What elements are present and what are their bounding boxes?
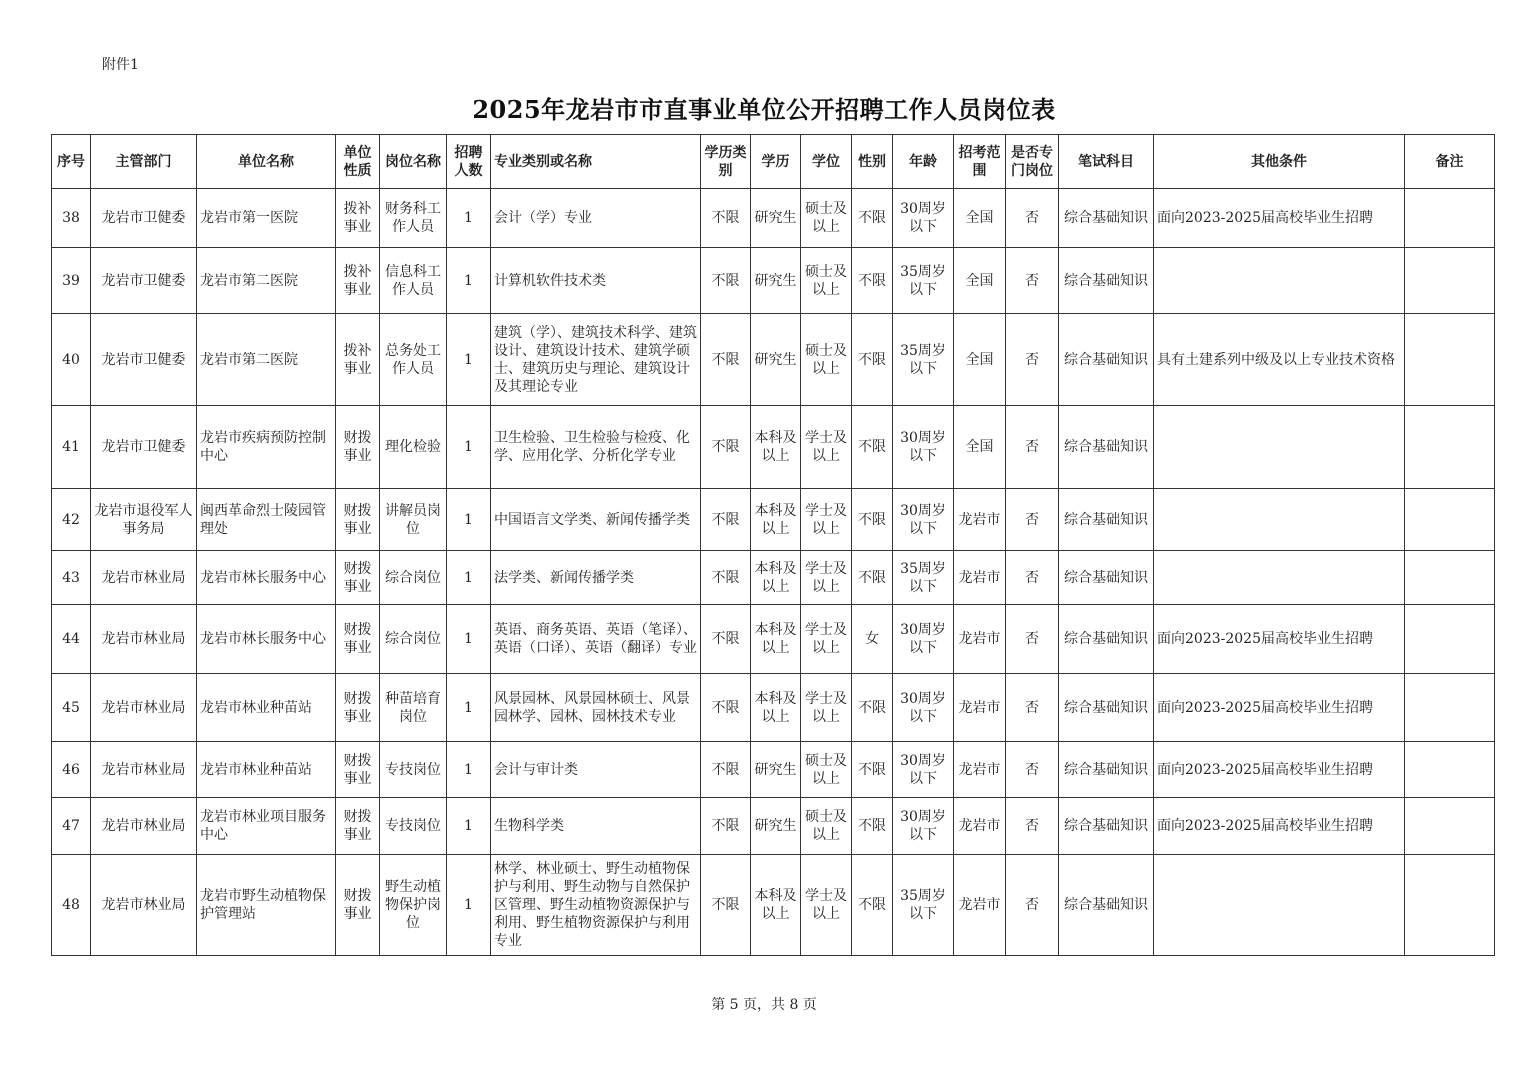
cell-unit-type: 财拨事业 [336, 798, 380, 855]
cell-scope: 全国 [954, 189, 1006, 248]
cell-other-conditions: 面向2023-2025届高校毕业生招聘 [1154, 742, 1405, 798]
cell-education: 研究生 [751, 248, 801, 314]
cell-remarks [1405, 674, 1495, 742]
cell-department: 龙岩市林业局 [91, 674, 197, 742]
cell-index: 39 [52, 248, 91, 314]
table-row [52, 742, 1495, 798]
cell-major: 中国语言文学类、新闻传播学类 [491, 489, 701, 551]
cell-edu-category: 不限 [701, 551, 751, 605]
attachment-label: 附件1 [102, 57, 139, 73]
cell-index: 42 [52, 489, 91, 551]
cell-department: 龙岩市林业局 [91, 798, 197, 855]
cell-scope: 龙岩市 [954, 855, 1006, 956]
cell-remarks [1405, 248, 1495, 314]
cell-exam-subject: 综合基础知识 [1059, 489, 1154, 551]
cell-unit-name: 龙岩市第二医院 [197, 314, 336, 406]
cell-unit-type: 财拨事业 [336, 406, 380, 489]
cell-department: 龙岩市林业局 [91, 855, 197, 956]
cell-special-post: 否 [1006, 798, 1059, 855]
cell-major: 会计与审计类 [491, 742, 701, 798]
cell-headcount: 1 [447, 406, 491, 489]
cell-exam-subject: 综合基础知识 [1059, 855, 1154, 956]
cell-major: 会计（学）专业 [491, 189, 701, 248]
cell-degree: 硕士及以上 [801, 742, 852, 798]
cell-unit-type: 拨补事业 [336, 314, 380, 406]
cell-gender: 不限 [852, 248, 893, 314]
cell-exam-subject: 综合基础知识 [1059, 189, 1154, 248]
cell-index: 46 [52, 742, 91, 798]
cell-unit-name: 龙岩市野生动植物保护管理站 [197, 855, 336, 956]
header-cell: 单位性质 [336, 135, 380, 189]
cell-remarks [1405, 742, 1495, 798]
header-cell: 备注 [1405, 135, 1495, 189]
cell-remarks [1405, 605, 1495, 674]
cell-exam-subject: 综合基础知识 [1059, 551, 1154, 605]
cell-degree: 学士及以上 [801, 551, 852, 605]
header-cell: 专业类别或名称 [491, 135, 701, 189]
cell-unit-type: 财拨事业 [336, 605, 380, 674]
cell-age: 30周岁以下 [893, 798, 954, 855]
cell-education: 研究生 [751, 742, 801, 798]
cell-scope: 龙岩市 [954, 605, 1006, 674]
header-cell: 学历 [751, 135, 801, 189]
cell-unit-type: 拨补事业 [336, 189, 380, 248]
cell-gender: 不限 [852, 855, 893, 956]
cell-headcount: 1 [447, 489, 491, 551]
cell-education: 本科及以上 [751, 406, 801, 489]
header-cell: 主管部门 [91, 135, 197, 189]
cell-gender: 不限 [852, 189, 893, 248]
cell-unit-name: 龙岩市林长服务中心 [197, 551, 336, 605]
cell-exam-subject: 综合基础知识 [1059, 314, 1154, 406]
cell-scope: 全国 [954, 406, 1006, 489]
cell-edu-category: 不限 [701, 248, 751, 314]
cell-scope: 龙岩市 [954, 798, 1006, 855]
cell-scope: 龙岩市 [954, 489, 1006, 551]
cell-headcount: 1 [447, 605, 491, 674]
cell-major: 生物科学类 [491, 798, 701, 855]
cell-special-post: 否 [1006, 189, 1059, 248]
cell-position: 讲解员岗位 [380, 489, 447, 551]
cell-other-conditions: 面向2023-2025届高校毕业生招聘 [1154, 189, 1405, 248]
cell-department: 龙岩市卫健委 [91, 248, 197, 314]
cell-special-post: 否 [1006, 314, 1059, 406]
cell-edu-category: 不限 [701, 742, 751, 798]
cell-gender: 不限 [852, 674, 893, 742]
cell-edu-category: 不限 [701, 314, 751, 406]
header-cell: 学位 [801, 135, 852, 189]
cell-education: 本科及以上 [751, 489, 801, 551]
cell-major: 计算机软件技术类 [491, 248, 701, 314]
cell-position: 综合岗位 [380, 551, 447, 605]
cell-index: 44 [52, 605, 91, 674]
cell-department: 龙岩市卫健委 [91, 189, 197, 248]
cell-major: 卫生检验、卫生检验与检疫、化学、应用化学、分析化学专业 [491, 406, 701, 489]
cell-index: 47 [52, 798, 91, 855]
cell-degree: 学士及以上 [801, 406, 852, 489]
cell-department: 龙岩市卫健委 [91, 314, 197, 406]
table-row [52, 189, 1495, 248]
header-cell: 单位名称 [197, 135, 336, 189]
cell-age: 30周岁以下 [893, 489, 954, 551]
cell-index: 45 [52, 674, 91, 742]
cell-headcount: 1 [447, 674, 491, 742]
cell-headcount: 1 [447, 855, 491, 956]
cell-exam-subject: 综合基础知识 [1059, 248, 1154, 314]
cell-gender: 不限 [852, 489, 893, 551]
cell-department: 龙岩市林业局 [91, 551, 197, 605]
cell-position: 野生动植物保护岗位 [380, 855, 447, 956]
cell-unit-name: 龙岩市疾病预防控制中心 [197, 406, 336, 489]
cell-age: 35周岁以下 [893, 314, 954, 406]
cell-remarks [1405, 551, 1495, 605]
cell-special-post: 否 [1006, 248, 1059, 314]
cell-headcount: 1 [447, 248, 491, 314]
cell-special-post: 否 [1006, 674, 1059, 742]
header-cell: 年龄 [893, 135, 954, 189]
header-cell: 岗位名称 [380, 135, 447, 189]
cell-age: 30周岁以下 [893, 742, 954, 798]
cell-gender: 不限 [852, 742, 893, 798]
cell-department: 龙岩市林业局 [91, 742, 197, 798]
cell-headcount: 1 [447, 742, 491, 798]
cell-age: 30周岁以下 [893, 605, 954, 674]
header-cell: 笔试科目 [1059, 135, 1154, 189]
header-cell: 招考范围 [954, 135, 1006, 189]
cell-exam-subject: 综合基础知识 [1059, 406, 1154, 489]
cell-exam-subject: 综合基础知识 [1059, 674, 1154, 742]
cell-unit-type: 财拨事业 [336, 674, 380, 742]
cell-major: 英语、商务英语、英语（笔译）、英语（口译）、英语（翻译）专业 [491, 605, 701, 674]
cell-headcount: 1 [447, 798, 491, 855]
cell-headcount: 1 [447, 551, 491, 605]
cell-unit-type: 财拨事业 [336, 742, 380, 798]
cell-gender: 不限 [852, 798, 893, 855]
cell-scope: 龙岩市 [954, 551, 1006, 605]
cell-edu-category: 不限 [701, 489, 751, 551]
cell-age: 30周岁以下 [893, 189, 954, 248]
table-row [52, 855, 1495, 956]
cell-unit-type: 财拨事业 [336, 551, 380, 605]
cell-major: 法学类、新闻传播学类 [491, 551, 701, 605]
cell-remarks [1405, 798, 1495, 855]
header-cell: 学历类别 [701, 135, 751, 189]
cell-education: 本科及以上 [751, 674, 801, 742]
cell-degree: 硕士及以上 [801, 189, 852, 248]
cell-other-conditions: 面向2023-2025届高校毕业生招聘 [1154, 605, 1405, 674]
cell-education: 研究生 [751, 189, 801, 248]
cell-unit-name: 龙岩市林长服务中心 [197, 605, 336, 674]
cell-department: 龙岩市卫健委 [91, 406, 197, 489]
cell-unit-name: 龙岩市林业项目服务中心 [197, 798, 336, 855]
cell-education: 研究生 [751, 798, 801, 855]
cell-other-conditions [1154, 855, 1405, 956]
table-row [52, 406, 1495, 489]
cell-gender: 不限 [852, 406, 893, 489]
cell-degree: 学士及以上 [801, 855, 852, 956]
cell-position: 专技岗位 [380, 798, 447, 855]
cell-remarks [1405, 489, 1495, 551]
cell-remarks [1405, 406, 1495, 489]
cell-degree: 硕士及以上 [801, 314, 852, 406]
cell-gender: 女 [852, 605, 893, 674]
cell-position: 专技岗位 [380, 742, 447, 798]
cell-major: 风景园林、风景园林硕士、风景园林学、园林、园林技术专业 [491, 674, 701, 742]
cell-edu-category: 不限 [701, 855, 751, 956]
cell-edu-category: 不限 [701, 406, 751, 489]
cell-unit-name: 龙岩市林业种苗站 [197, 674, 336, 742]
cell-age: 30周岁以下 [893, 406, 954, 489]
table-row [52, 314, 1495, 406]
cell-special-post: 否 [1006, 406, 1059, 489]
cell-scope: 龙岩市 [954, 674, 1006, 742]
cell-education: 本科及以上 [751, 855, 801, 956]
cell-index: 38 [52, 189, 91, 248]
cell-education: 本科及以上 [751, 605, 801, 674]
cell-other-conditions [1154, 406, 1405, 489]
table-row [52, 674, 1495, 742]
cell-edu-category: 不限 [701, 605, 751, 674]
cell-index: 41 [52, 406, 91, 489]
cell-age: 30周岁以下 [893, 674, 954, 742]
cell-degree: 学士及以上 [801, 674, 852, 742]
cell-degree: 硕士及以上 [801, 248, 852, 314]
cell-headcount: 1 [447, 314, 491, 406]
table-body [52, 189, 1495, 956]
cell-other-conditions [1154, 551, 1405, 605]
cell-degree: 学士及以上 [801, 605, 852, 674]
cell-special-post: 否 [1006, 605, 1059, 674]
cell-special-post: 否 [1006, 742, 1059, 798]
cell-edu-category: 不限 [701, 798, 751, 855]
cell-education: 本科及以上 [751, 551, 801, 605]
page-title: 2025年龙岩市市直事业单位公开招聘工作人员岗位表 [472, 95, 1056, 124]
header-cell: 序号 [52, 135, 91, 189]
cell-exam-subject: 综合基础知识 [1059, 742, 1154, 798]
cell-major: 建筑（学）、建筑技术科学、建筑设计、建筑设计技术、建筑学硕士、建筑历史与理论、建筑设计及其理论专业 [491, 314, 701, 406]
table-row [52, 605, 1495, 674]
cell-position: 综合岗位 [380, 605, 447, 674]
cell-gender: 不限 [852, 314, 893, 406]
cell-position: 财务科工作人员 [380, 189, 447, 248]
cell-unit-name: 龙岩市第一医院 [197, 189, 336, 248]
cell-unit-name: 龙岩市林业种苗站 [197, 742, 336, 798]
cell-headcount: 1 [447, 189, 491, 248]
table-row [52, 489, 1495, 551]
cell-scope: 全国 [954, 314, 1006, 406]
cell-other-conditions [1154, 248, 1405, 314]
cell-position: 种苗培育岗位 [380, 674, 447, 742]
cell-education: 研究生 [751, 314, 801, 406]
cell-position: 理化检验 [380, 406, 447, 489]
cell-position: 总务处工作人员 [380, 314, 447, 406]
table-header-row [52, 135, 1495, 189]
cell-scope: 龙岩市 [954, 742, 1006, 798]
table-row [52, 551, 1495, 605]
cell-department: 龙岩市退役军人事务局 [91, 489, 197, 551]
cell-index: 43 [52, 551, 91, 605]
cell-gender: 不限 [852, 551, 893, 605]
cell-position: 信息科工作人员 [380, 248, 447, 314]
cell-special-post: 否 [1006, 855, 1059, 956]
cell-remarks [1405, 189, 1495, 248]
recruitment-table [51, 134, 1495, 956]
header-cell: 其他条件 [1154, 135, 1405, 189]
cell-unit-name: 龙岩市第二医院 [197, 248, 336, 314]
table-row [52, 798, 1495, 855]
cell-major: 林学、林业硕士、野生动植物保护与利用、野生动物与自然保护区管理、野生动植物资源保护与利用、野生植物资源保护与利用专业 [491, 855, 701, 956]
cell-special-post: 否 [1006, 489, 1059, 551]
header-cell: 是否专门岗位 [1006, 135, 1059, 189]
cell-other-conditions: 面向2023-2025届高校毕业生招聘 [1154, 674, 1405, 742]
cell-unit-type: 财拨事业 [336, 489, 380, 551]
cell-remarks [1405, 855, 1495, 956]
header-cell: 招聘人数 [447, 135, 491, 189]
cell-exam-subject: 综合基础知识 [1059, 605, 1154, 674]
cell-age: 35周岁以下 [893, 551, 954, 605]
cell-scope: 全国 [954, 248, 1006, 314]
cell-age: 35周岁以下 [893, 855, 954, 956]
cell-index: 48 [52, 855, 91, 956]
page-footer: 第 5 页，共 8 页 [711, 997, 817, 1013]
cell-unit-type: 财拨事业 [336, 855, 380, 956]
cell-other-conditions: 面向2023-2025届高校毕业生招聘 [1154, 798, 1405, 855]
table-row [52, 248, 1495, 314]
cell-edu-category: 不限 [701, 189, 751, 248]
cell-other-conditions: 具有土建系列中级及以上专业技术资格 [1154, 314, 1405, 406]
header-cell: 性别 [852, 135, 893, 189]
cell-unit-name: 闽西革命烈士陵园管理处 [197, 489, 336, 551]
cell-edu-category: 不限 [701, 674, 751, 742]
cell-unit-type: 拨补事业 [336, 248, 380, 314]
cell-degree: 硕士及以上 [801, 798, 852, 855]
cell-remarks [1405, 314, 1495, 406]
cell-exam-subject: 综合基础知识 [1059, 798, 1154, 855]
cell-department: 龙岩市林业局 [91, 605, 197, 674]
cell-special-post: 否 [1006, 551, 1059, 605]
cell-age: 35周岁以下 [893, 248, 954, 314]
cell-index: 40 [52, 314, 91, 406]
cell-degree: 学士及以上 [801, 489, 852, 551]
cell-other-conditions [1154, 489, 1405, 551]
